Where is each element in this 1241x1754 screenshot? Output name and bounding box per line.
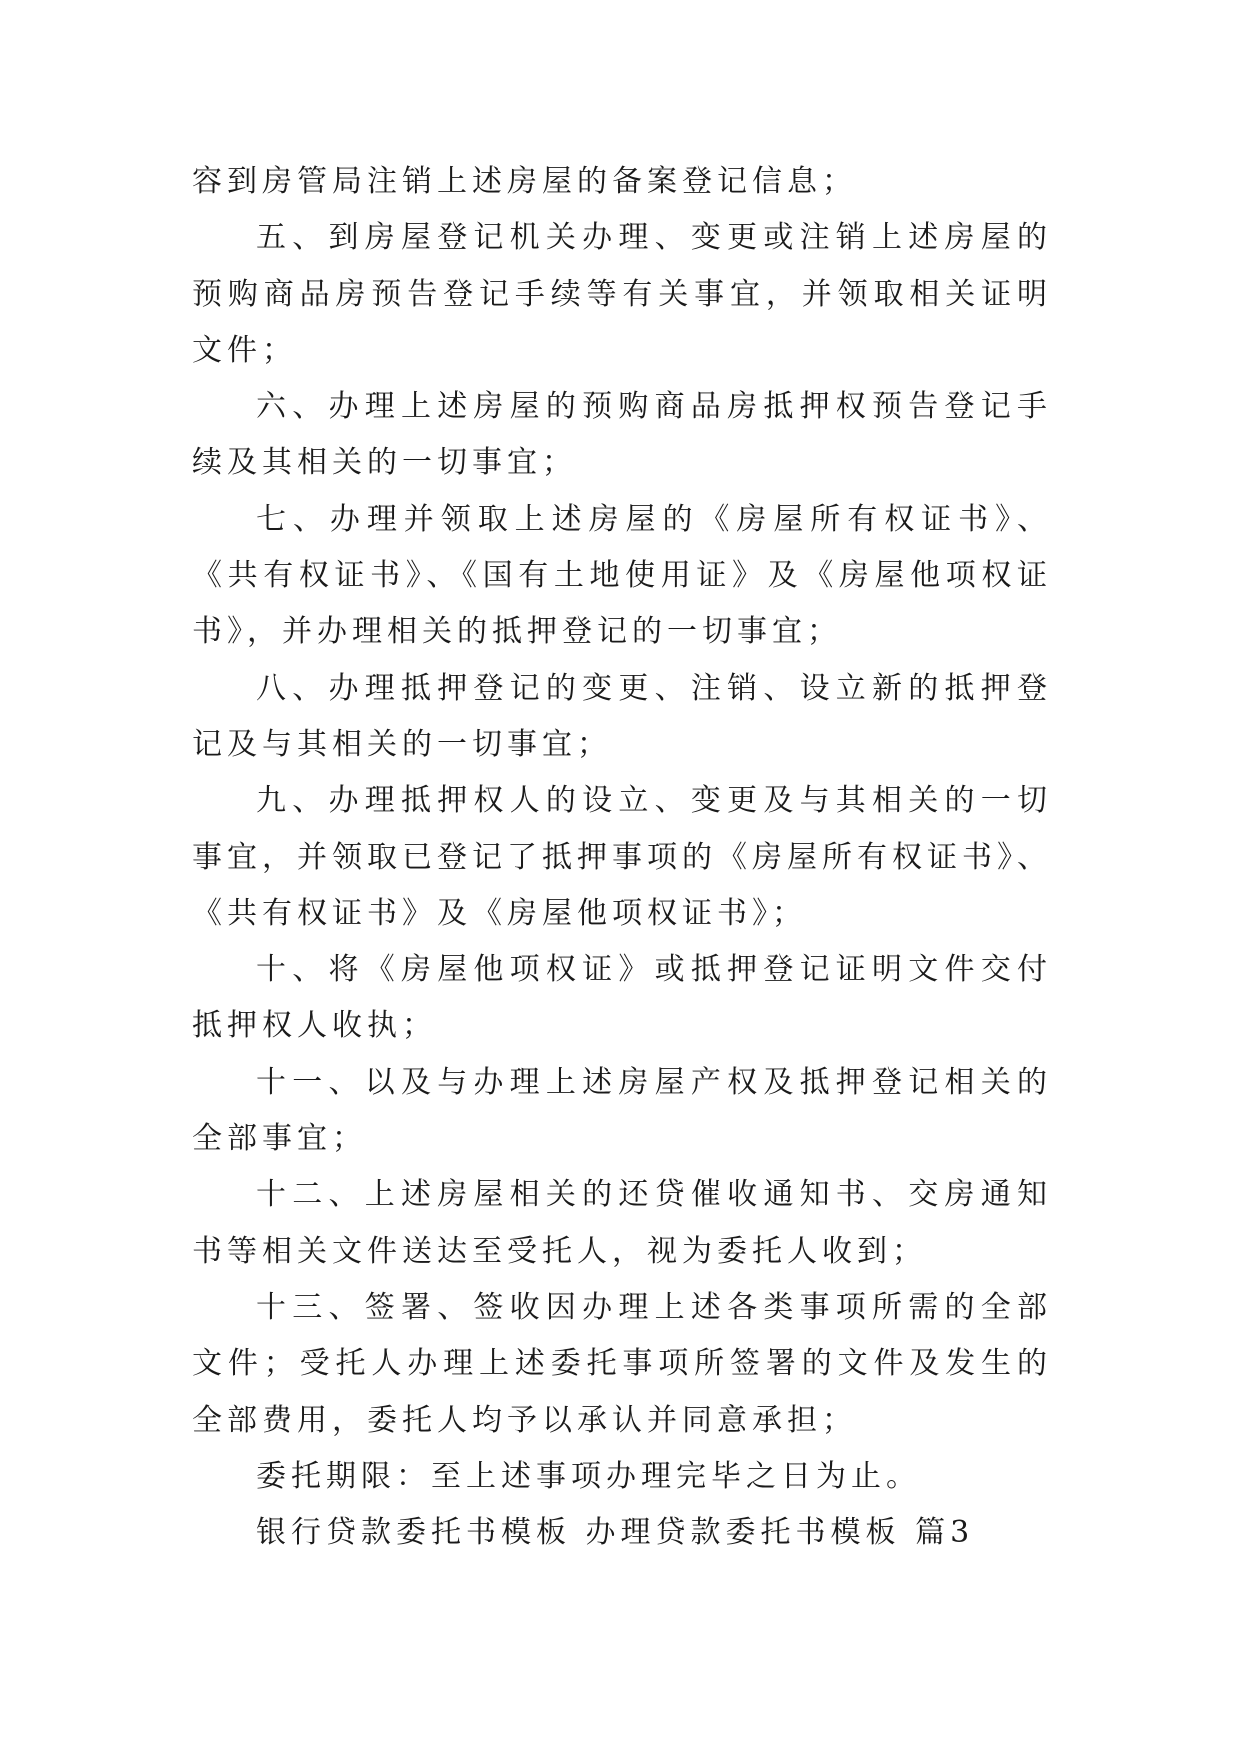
paragraph-8: 十一、以及与办理上述房屋产权及抵押登记相关的全部事宜； (192, 1064, 1052, 1157)
paragraph-4: 七、办理并领取上述房屋的《房屋所有权证书》、《共有权证书》、《国有土地使用证》及《房屋他项权证书》，并办理相关的抵押登记的一切事宜； (192, 501, 1052, 650)
paragraph-1: 容到房管局注销上述房屋的备案登记信息； (192, 164, 857, 199)
document-body (192, 154, 1052, 1561)
paragraph-6: 九、办理抵押权人的设立、变更及与其相关的一切事宜，并领取已登记了抵押事项的《房屋所有权证书》、《共有权证书》及《房屋他项权证书》； (192, 783, 1052, 931)
paragraph-3: 六、办理上述房屋的预购商品房抵押权预告登记手续及其相关的一切事宜； (192, 389, 1052, 481)
paragraph-7: 十、将《房屋他项权证》或抵押登记证明文件交付抵押权人收执； (192, 952, 1052, 1044)
paragraph-2: 五、到房屋登记机关办理、变更或注销上述房屋的预购商品房预告登记手续等有关事宜，并领取相关证明文件； (192, 220, 1052, 368)
paragraph-10: 十三、签署、签收因办理上述各类事项所需的全部文件；受托人办理上述委托事项所签署的文件及发生的全部费用，委托人均予以承认并同意承担； (192, 1289, 1052, 1438)
paragraph-5: 八、办理抵押登记的变更、注销、设立新的抵押登记及与其相关的一切事宜； (192, 670, 1052, 762)
paragraph-11: 委托期限：至上述事项办理完毕之日为止。 (256, 1458, 921, 1494)
section-heading: 银行贷款委托书模板 办理贷款委托书模板 篇3 (256, 1515, 975, 1551)
paragraph-9: 十二、上述房屋相关的还贷催收通知书、交房通知书等相关文件送达至受托人，视为委托人收到； (192, 1177, 1052, 1269)
